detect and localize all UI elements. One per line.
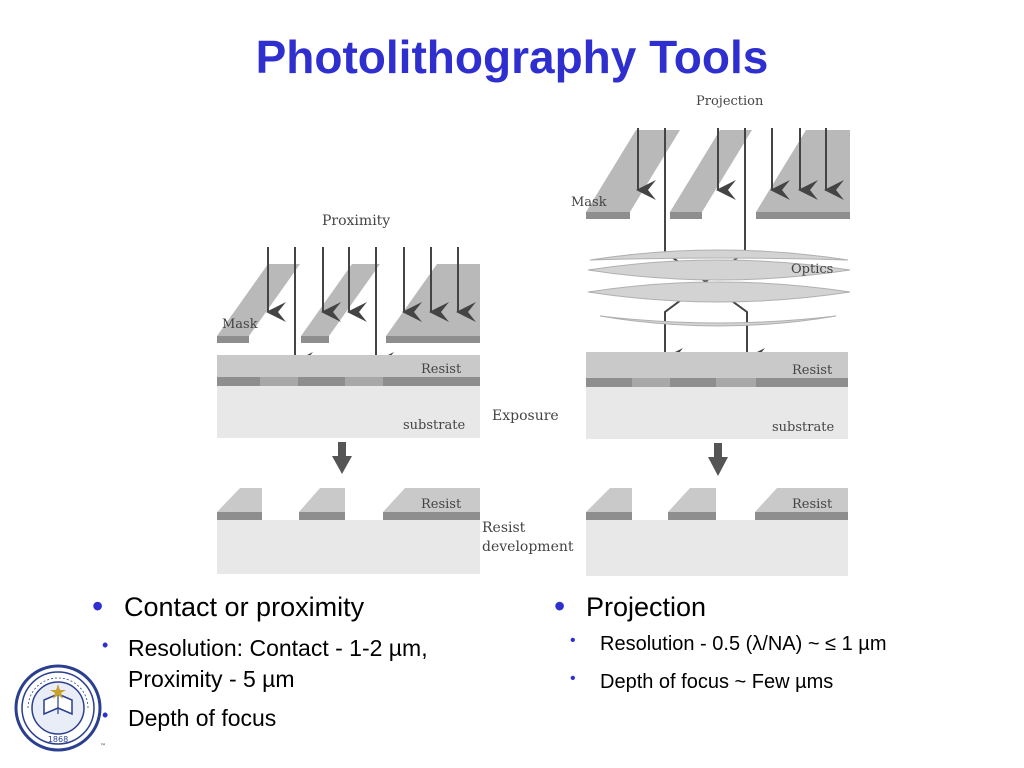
bullet-dot: • <box>102 635 109 655</box>
proximity-label: Proximity <box>322 213 391 229</box>
seal-year: 1868 <box>47 735 69 744</box>
exposure-label: Exposure <box>492 408 559 424</box>
projection-development-arrow <box>708 443 728 476</box>
left-heading-item <box>92 588 532 624</box>
resist-development-label-line1: Resist <box>482 520 526 536</box>
right-heading-item <box>554 588 1014 624</box>
right-item-depth <box>554 669 1014 695</box>
left-item-resolution <box>92 633 532 695</box>
projection-resist-label: Resist <box>792 363 833 378</box>
resist-development-label-line2: development <box>482 539 574 555</box>
bullet-dot: • <box>570 632 576 649</box>
proximity-development-arrow <box>332 442 352 474</box>
right-item-0: Resolution - 0.5 (λ/NA) ~ ≤ 1 µm <box>600 633 887 655</box>
optics-label: Optics <box>791 262 834 277</box>
projection-label: Projection <box>696 94 764 109</box>
slide-title: Photolithography Tools <box>255 31 769 83</box>
bullet-dot: • <box>102 705 109 726</box>
left-item-1: Proximity - 5 µm <box>128 666 295 693</box>
left-heading: Contact or proximity <box>124 592 365 622</box>
seal-trademark: ™ <box>100 743 106 750</box>
bullet-dot: • <box>570 670 576 687</box>
proximity-developed-resist-label: Resist <box>421 497 462 512</box>
proximity-substrate-label: substrate <box>403 418 466 433</box>
bullet-dot: • <box>92 588 104 624</box>
right-heading: Projection <box>586 592 707 622</box>
right-item-resolution <box>554 631 1014 657</box>
left-bullets <box>92 588 532 734</box>
right-bullets <box>554 588 1014 695</box>
left-item-2: Depth of focus <box>128 705 277 732</box>
projection-substrate-label: substrate <box>772 420 835 435</box>
left-item-0: Resolution: Contact - 1-2 µm, <box>128 635 428 661</box>
proximity-resist-label: Resist <box>421 362 462 377</box>
proximity-mask-label: Mask <box>222 317 258 332</box>
right-item-1: Depth of focus ~ Few µms <box>600 671 834 693</box>
bullet-dot: • <box>554 588 566 624</box>
left-item-depth <box>92 703 532 734</box>
projection-developed-resist-label: Resist <box>792 497 833 512</box>
projection-mask-label: Mask <box>571 195 607 210</box>
university-seal-logo <box>14 664 109 756</box>
